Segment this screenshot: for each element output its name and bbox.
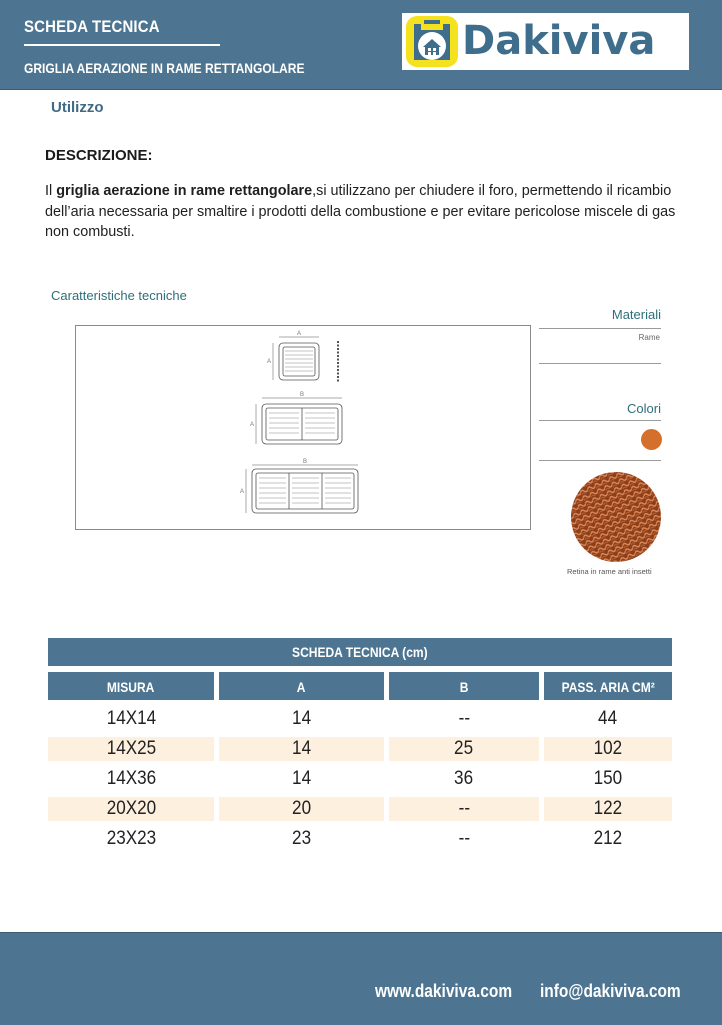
dim-label: A: [250, 422, 255, 428]
header-bar: [0, 0, 722, 90]
section-heading: Utilizzo: [51, 99, 104, 116]
table-cell: 25: [389, 737, 539, 761]
description-text: [45, 181, 685, 243]
doc-subtitle: GRIGLIA AERAZIONE IN RAME RETTANGOLARE: [24, 60, 305, 76]
table-cell: 36: [454, 768, 474, 789]
description-prefix: Il: [45, 183, 57, 199]
grille-drawings: [76, 326, 530, 529]
dim-label: A: [267, 359, 272, 365]
copper-mesh-image: [570, 471, 662, 563]
mesh-caption: Retina in rame anti insetti: [567, 567, 652, 576]
table-cell: 14X14: [106, 708, 156, 729]
dim-label: B: [303, 459, 308, 465]
tech-heading: Caratteristiche tecniche: [51, 288, 187, 303]
email-link[interactable]: info@dakiviva.com: [540, 981, 681, 1001]
table-cell: --: [458, 828, 470, 849]
table-cell: 20: [219, 797, 384, 821]
material-value: Rame: [638, 333, 660, 342]
title-divider: [24, 44, 220, 46]
column-header-misura: MISURA: [48, 672, 214, 700]
dim-label: B: [300, 392, 305, 398]
doc-title: SCHEDA TECNICA: [24, 17, 160, 36]
copper-color-swatch: [641, 429, 662, 450]
dim-label: A: [297, 331, 302, 337]
divider: [539, 420, 661, 421]
table-cell: 23: [291, 828, 312, 849]
table-cell: --: [389, 797, 539, 821]
column-header-a: A: [219, 672, 384, 700]
table-cell: 14X25: [48, 737, 214, 761]
description-body: ,si utilizzano per chiudere il foro, permettendo il ricambio dell’aria necessaria per smaltire i prodotti della combustione e per evitare pericolose miscele di gas non combusti.: [45, 183, 676, 240]
table-title: SCHEDA TECNICA (cm): [48, 638, 672, 666]
table-cell: 44: [598, 708, 618, 729]
table-cell: --: [458, 708, 470, 729]
materials-label: Materiali: [611, 307, 661, 322]
table-cell: 122: [544, 797, 672, 821]
brand-name: Dakiviva: [462, 18, 656, 64]
divider: [539, 328, 661, 329]
description-product: griglia aerazione in rame rettangolare: [56, 183, 313, 199]
column-header-pass-aria: PASS. ARIA CM²: [544, 672, 672, 700]
footer-bar: [0, 932, 722, 1025]
website-link[interactable]: www.dakiviva.com: [375, 981, 513, 1001]
table-cell: 150: [593, 768, 623, 789]
table-cell: 102: [544, 737, 672, 761]
house-logo-icon: [404, 14, 460, 69]
colors-label: Colori: [627, 401, 661, 416]
table-cell: 20X20: [48, 797, 214, 821]
column-header-b: B: [389, 672, 539, 700]
table-cell: 23X23: [106, 828, 156, 849]
table-cell: 212: [593, 828, 623, 849]
brand-logo: [402, 13, 689, 70]
table-cell: 14: [219, 737, 384, 761]
technical-drawing: [75, 325, 531, 530]
divider: [539, 363, 661, 364]
table-cell: 14X36: [106, 768, 156, 789]
description-title: DESCRIZIONE:: [45, 147, 153, 164]
table-cell: 14: [291, 708, 312, 729]
dim-label: A: [240, 489, 245, 495]
table-cell: 14: [291, 768, 312, 789]
divider: [539, 460, 661, 461]
